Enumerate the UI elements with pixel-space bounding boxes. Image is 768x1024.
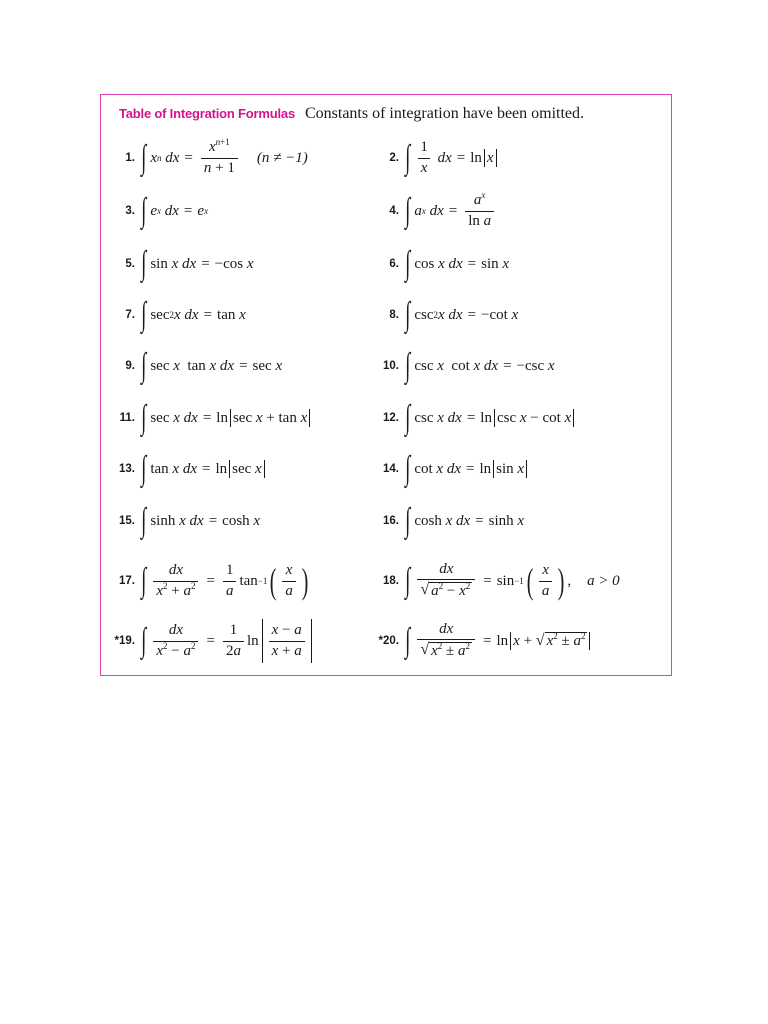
formula-8: 8. ∫ csc 2 x dx = −cot x [365,292,518,338]
formula-11: 11. ∫ sec x dx = ln sec x + tan x [101,395,312,441]
formula-9: 9. ∫ sec x tan x dx = sec x [101,343,282,389]
formula-condition: a > 0 [587,572,620,589]
formula-number: 1. [125,152,135,164]
formula-number: 14. [383,463,399,475]
formula-18: 18. ∫ dx √ $a^2 - x^2$ = sin −1 ( $\frac{x}{a}$ ) , a > 0 [365,556,620,606]
formula-number: 6. [389,258,399,270]
table-title-row [119,105,584,123]
formula-number: 2. [389,152,399,164]
formula-7: 7. ∫ sec 2 x dx = tan x [101,292,246,338]
formula-number: 17. [119,575,135,587]
formula-number: 7. [125,309,135,321]
formula-5: 5. ∫ sin x dx = −cos x [101,241,254,287]
formula-20: *20. ∫ dx √ $x^2 \pm a^2$ = ln x + √ $x^2 \pm a^2$ [365,616,592,666]
formula-17: 17. ∫ $\frac{dx}{x^2 + a^2}$ = $\frac{1}{a}$ tan −1 ( $\frac{x}{a}$ ) [101,556,311,606]
formula-number: 5. [125,258,135,270]
formula-expression: x n dx = $\frac{x^{n+1}}{n + 1}$ (n ≠ −1) [150,136,308,176]
formula-2: 2. ∫ $\frac{1}{x}$ dx = ln x [365,135,499,181]
formula-6: 6. ∫ cos x dx = sin x [365,241,509,287]
formula-number: 13. [119,463,135,475]
formula-number: 12. [383,412,399,424]
formula-4: 4. ∫ a x dx = $\frac{a^x}{\text{ln a}}$ [365,188,497,234]
formula-number: 10. [383,360,399,372]
formula-14: 14. ∫ cot x dx = ln sin x [365,446,529,492]
formula-19: *19. ∫ $\frac{dx}{x^2 - a^2}$ = $\frac{1}{2a}$ ln $\frac{x - a}{x + a}$ [101,616,315,666]
formula-number: *20. [378,635,399,647]
formula-number: *19. [114,635,135,647]
formula-number: 8. [389,309,399,321]
formula-number: 18. [383,575,399,587]
formula-number: 15. [119,515,135,527]
formula-number: 4. [389,205,399,217]
table-subtitle: Constants of integration have been omitted. [304,105,585,122]
formula-number: 16. [383,515,399,527]
formula-1: 1. ∫ x n dx = $\frac{x^{n+1}}{n + 1}$ (n ≠ −1) [101,135,308,181]
formula-12: 12. ∫ csc x dx = ln csc x − cot x [365,395,576,441]
formula-16: 16. ∫ cosh x dx = sinh x [365,498,524,544]
table-title: Table of Integration Formulas [119,106,295,121]
formula-number: 9. [125,360,135,372]
formula-10: 10. ∫ csc x cot x dx = −csc x [365,343,555,389]
formula-condition: (n ≠ −1) [256,149,308,166]
formula-number: 11. [119,412,135,424]
formula-3: 3. ∫ e x dx = e x [101,188,208,234]
integration-table [100,94,672,676]
formula-number: 3. [125,205,135,217]
formula-15: 15. ∫ sinh x dx = cosh x [101,498,260,544]
formula-13: 13. ∫ tan x dx = ln sec x [101,446,267,492]
